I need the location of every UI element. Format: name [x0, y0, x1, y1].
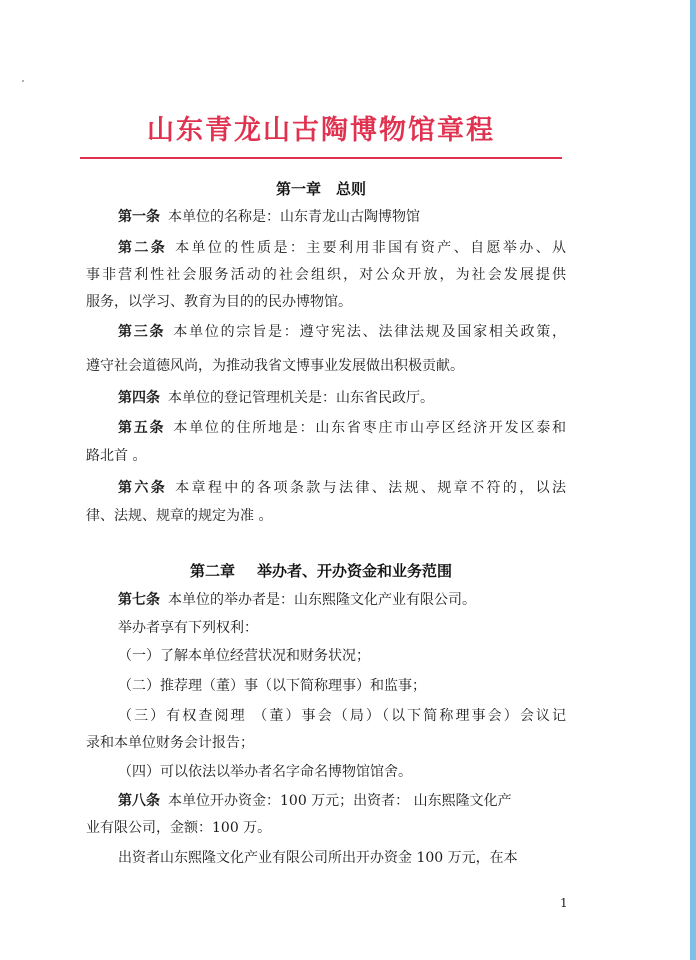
article-5-line-2: 路北首 。	[86, 448, 147, 464]
chapter-2-heading	[80, 560, 562, 581]
article-2-label: 第二条	[118, 240, 168, 256]
right-4: （四）可以依法以举办者名字命名博物馆馆舍。	[118, 764, 412, 780]
right-2: （二）推荐理（董）事（以下简称理事）和监事；	[118, 678, 426, 694]
article-6-label: 第六条	[118, 480, 168, 496]
article-7-text: 本单位的举办者是：山东熙隆文化产业有限公司。	[168, 592, 476, 608]
article-1-text: 本单位的名称是：山东青龙山古陶博物馆	[168, 209, 420, 225]
article-8-continuation: 出资者山东熙隆文化产业有限公司所出开办资金 100 万元，在本	[118, 850, 518, 866]
title-underline	[80, 157, 562, 159]
article-8-text-1: 本单位开办资金：100 万元；出资者： 山东熙隆文化产	[168, 793, 512, 809]
article-1	[118, 207, 566, 227]
article-2-line-1	[118, 238, 566, 258]
article-4-text: 本单位的登记管理机关是：山东省民政厅。	[168, 390, 434, 406]
article-1-label: 第一条	[118, 209, 160, 225]
scan-edge	[690, 0, 696, 960]
article-4-label: 第四条	[118, 390, 160, 406]
chapter-2-title: 举办者、开办资金和业务范围	[257, 562, 453, 580]
right-1: （一）了解本单位经营状况和财务状况；	[118, 648, 370, 664]
article-7-label: 第七条	[118, 592, 160, 608]
article-5-line-1	[118, 418, 566, 438]
article-2-line-2: 事非营利性社会服务活动的社会组织，对公众开放，为社会发展提供	[86, 267, 566, 283]
article-6-line-2: 律、法规、规章的规定为准 。	[86, 508, 273, 524]
article-5-label: 第五条	[118, 420, 166, 436]
right-3-line-2: 录和本单位财务会计报告；	[86, 735, 254, 751]
article-3-line-2: 遵守社会道德风尚，为推动我省文博事业发展做出积极贡献。	[86, 358, 464, 374]
page-number: 1	[560, 896, 568, 910]
chapter-2-number: 第二章	[189, 562, 235, 580]
article-8-line-1	[118, 791, 566, 811]
article-6-line-1	[118, 478, 566, 498]
article-2-text-1: 本单位的性质是：主要利用非国有资产、自愿举办、从	[175, 240, 567, 256]
document-title: 山东青龙山古陶博物馆章程	[147, 115, 495, 146]
article-2-line-3: 服务，以学习、教育为目的的民办博物馆。	[86, 294, 352, 310]
rights-intro: 举办者享有下列权利：	[118, 620, 258, 636]
article-3-text-1: 本单位的宗旨是：遵守宪法、法律法规及国家相关政策，	[173, 324, 567, 340]
article-8-label: 第八条	[118, 793, 160, 809]
article-5-text-1: 本单位的住所地是：山东省枣庄市山亭区经济开发区泰和	[173, 420, 567, 436]
article-7	[118, 590, 566, 610]
article-6-text-1: 本章程中的各项条款与法律、法规、规章不符的，以法	[175, 480, 567, 496]
article-3-label: 第三条	[118, 324, 166, 340]
article-8-line-2: 业有限公司，金额：100 万。	[86, 820, 272, 836]
chapter-1-heading: 第一章 总则	[275, 180, 366, 198]
article-3-line-1	[118, 322, 566, 342]
scan-speck	[22, 80, 24, 82]
article-4	[118, 388, 566, 408]
right-3-line-1: （三）有权查阅理 （董）事会（局）（以下简称理事会）会议记	[118, 708, 566, 724]
